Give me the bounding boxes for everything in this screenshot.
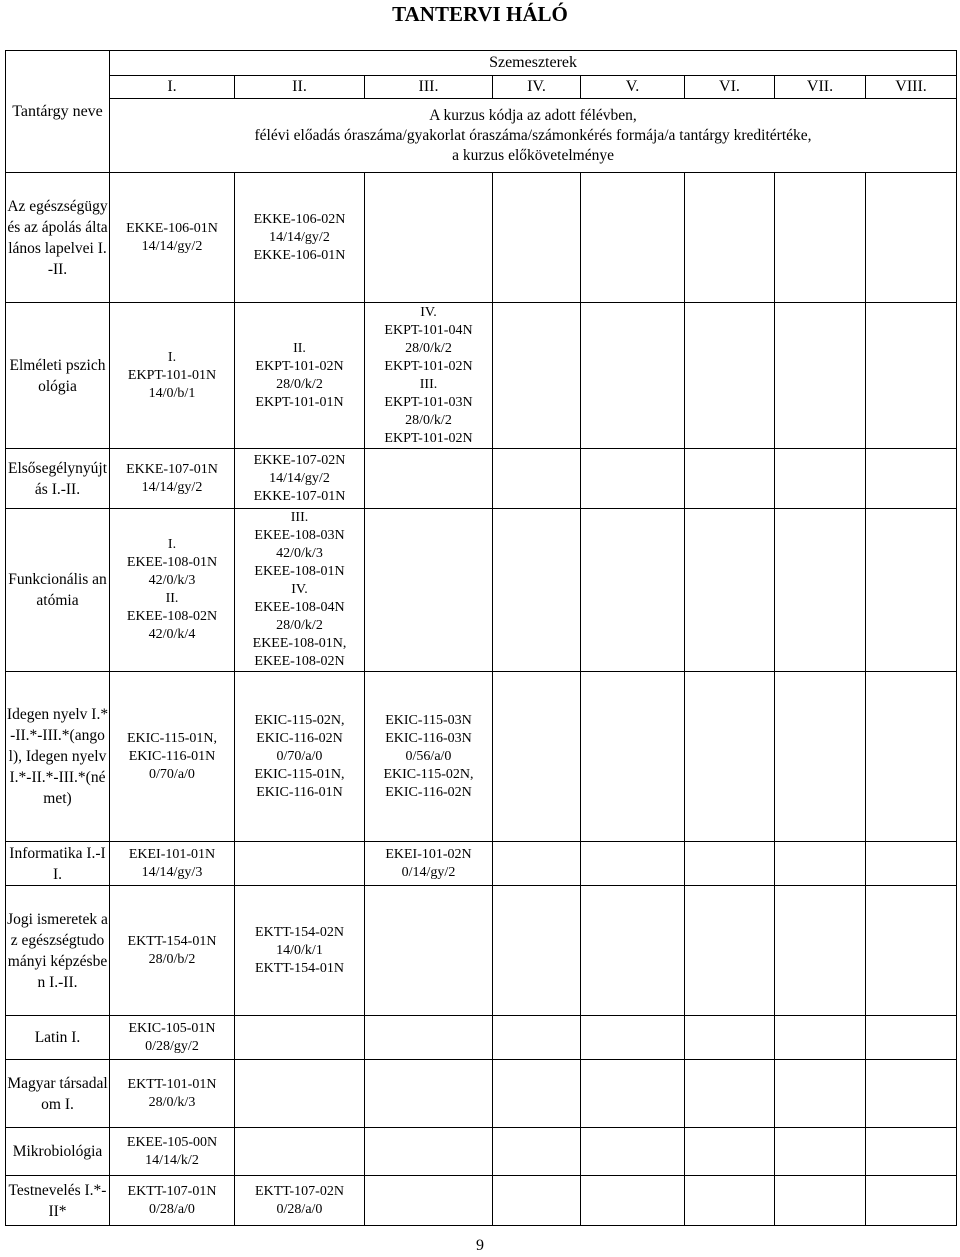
- course-cell: EKEE-105-00N 14/14/k/2: [110, 1128, 235, 1176]
- subject-name: Elsősegélynyújtás I.-II.: [6, 449, 110, 509]
- subject-name: Jogi ismeretek az egészségtudományi képzésben I.-II.: [6, 886, 110, 1016]
- subject-name: Mikrobiológia: [6, 1128, 110, 1176]
- course-cell: [365, 1060, 493, 1128]
- subject-name: Magyar társadalom I.: [6, 1060, 110, 1128]
- semester-header: II.: [235, 76, 365, 99]
- course-cell: [235, 1060, 365, 1128]
- table-row: [6, 1060, 957, 1128]
- subject-name: Az egészségügy és az ápolás általános lapelvei I.-II.: [6, 173, 110, 303]
- semester-header: V.: [581, 76, 685, 99]
- table-row: [6, 1176, 957, 1226]
- table-row: [6, 672, 957, 842]
- course-cell: EKKE-106-01N 14/14/gy/2: [110, 173, 235, 303]
- semester-header: VII.: [775, 76, 866, 99]
- course-cell: I. EKPT-101-01N 14/0/b/1: [110, 303, 235, 449]
- course-cell: [235, 1128, 365, 1176]
- semester-header: VI.: [685, 76, 775, 99]
- semesters-title: Szemeszterek: [110, 51, 957, 76]
- table-row: [6, 842, 957, 886]
- table-row: [6, 303, 957, 449]
- course-cell: [235, 1016, 365, 1060]
- course-cell: EKTT-107-02N 0/28/a/0: [235, 1176, 365, 1226]
- subject-name: Elméleti pszichológia: [6, 303, 110, 449]
- course-cell: [235, 842, 365, 886]
- subject-name: Informatika I.-II.: [6, 842, 110, 886]
- course-cell: [365, 509, 493, 672]
- course-cell: EKIC-115-03N EKIC-116-03N 0/56/a/0 EKIC-115-02N, EKIC-116-02N: [365, 672, 493, 842]
- table-row: [6, 886, 957, 1016]
- course-cell: EKIC-105-01N 0/28/gy/2: [110, 1016, 235, 1060]
- course-cell: EKKE-107-02N 14/14/gy/2 EKKE-107-01N: [235, 449, 365, 509]
- course-cell: EKTT-101-01N 28/0/k/3: [110, 1060, 235, 1128]
- course-cell: EKEI-101-02N 0/14/gy/2: [365, 842, 493, 886]
- semester-header: III.: [365, 76, 493, 99]
- course-cell: II. EKPT-101-02N 28/0/k/2 EKPT-101-01N: [235, 303, 365, 449]
- table-row: [6, 449, 957, 509]
- table-row: [6, 509, 957, 672]
- course-cell: EKKE-106-02N 14/14/gy/2 EKKE-106-01N: [235, 173, 365, 303]
- subject-name: Funkcionális anatómia: [6, 509, 110, 672]
- page-title: TANTERVI HÁLÓ: [392, 2, 568, 26]
- course-cell: [365, 1176, 493, 1226]
- subject-column-header: Tantárgy neve: [6, 51, 110, 173]
- course-cell: III. EKEE-108-03N 42/0/k/3 EKEE-108-01N IV. EKEE-108-04N 28/0/k/2 EKEE-108-01N, EKEE-108-02N: [235, 509, 365, 672]
- subject-name: Testnevelés I.*-II*: [6, 1176, 110, 1226]
- course-cell: [365, 173, 493, 303]
- page-number: 9: [476, 1237, 484, 1254]
- semester-header: VIII.: [866, 76, 957, 99]
- course-cell: EKIC-115-02N, EKIC-116-02N 0/70/a/0 EKIC-115-01N, EKIC-116-01N: [235, 672, 365, 842]
- subject-name: Latin I.: [6, 1016, 110, 1060]
- curriculum-grid: [5, 50, 957, 1226]
- table-row: [6, 173, 957, 303]
- course-cell: [365, 449, 493, 509]
- course-cell: I. EKEE-108-01N 42/0/k/3 II. EKEE-108-02N 42/0/k/4: [110, 509, 235, 672]
- table-row: [6, 1016, 957, 1060]
- course-cell: EKTT-154-01N 28/0/b/2: [110, 886, 235, 1016]
- course-cell: [365, 886, 493, 1016]
- course-cell: [365, 1016, 493, 1060]
- course-cell: EKKE-107-01N 14/14/gy/2: [110, 449, 235, 509]
- semester-header: IV.: [493, 76, 581, 99]
- course-cell: [365, 1128, 493, 1176]
- table-row: [6, 1128, 957, 1176]
- course-cell: EKIC-115-01N, EKIC-116-01N 0/70/a/0: [110, 672, 235, 842]
- semester-header: I.: [110, 76, 235, 99]
- course-cell: IV. EKPT-101-04N 28/0/k/2 EKPT-101-02N III. EKPT-101-03N 28/0/k/2 EKPT-101-02N: [365, 303, 493, 449]
- course-cell: EKTT-154-02N 14/0/k/1 EKTT-154-01N: [235, 886, 365, 1016]
- course-cell: EKEI-101-01N 14/14/gy/3: [110, 842, 235, 886]
- course-cell: EKTT-107-01N 0/28/a/0: [110, 1176, 235, 1226]
- subject-name: Idegen nyelv I.*-II.*-III.*(angol), Idegen nyelv I.*-II.*-III.*(német): [6, 672, 110, 842]
- column-description: A kurzus kódja az adott félévben, félévi előadás óraszáma/gyakorlat óraszáma/számonkérés formája/a tantárgy kreditértéke, a kurzus előkövetelménye: [110, 99, 957, 173]
